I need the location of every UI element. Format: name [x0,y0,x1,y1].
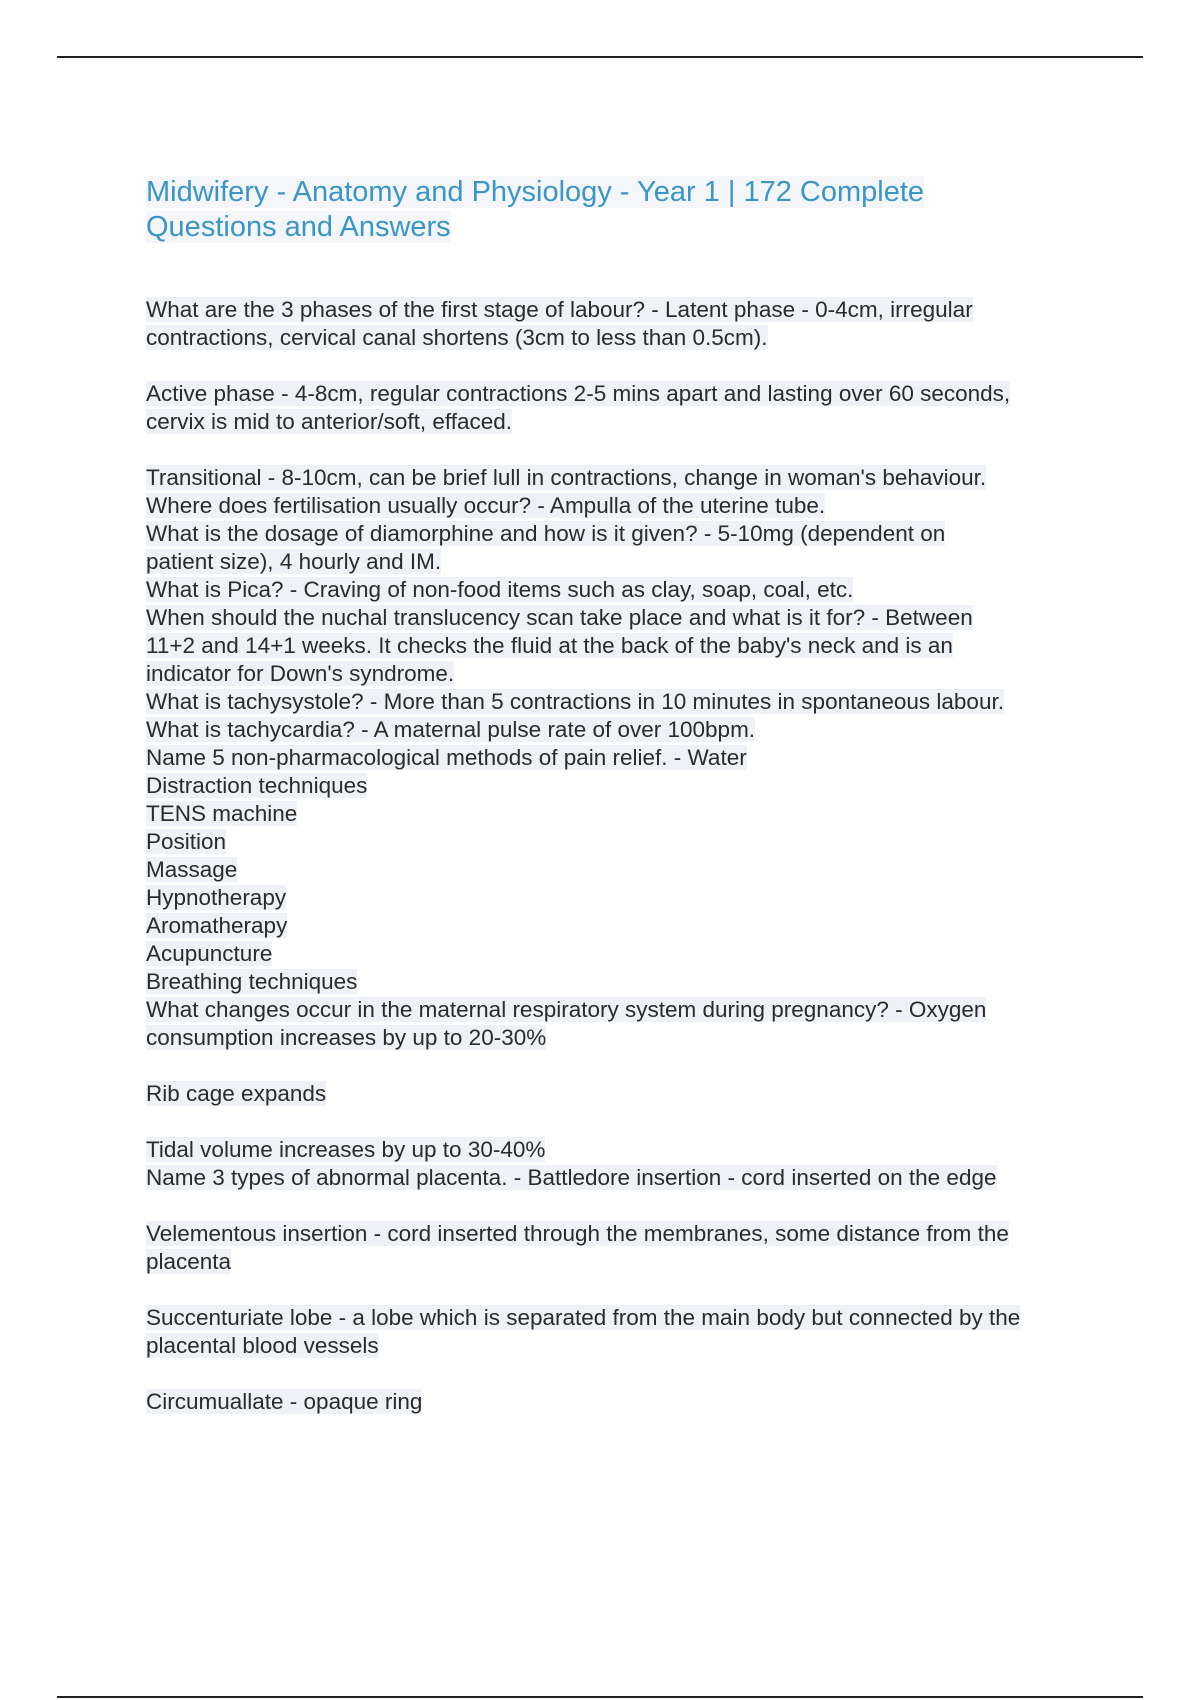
text-line [146,772,1146,800]
text-line-content: Velementous insertion - cord inserted through the membranes, some distance from the [146,1221,1009,1246]
paragraph-gap [146,352,1146,380]
paragraph-gap [146,1052,1146,1080]
text-line-content: Circumuallate - opaque ring [146,1389,423,1414]
text-line [146,1304,1146,1332]
text-line [146,884,1146,912]
paragraph-gap [146,1276,1146,1304]
text-line [146,408,1146,436]
text-line [146,1024,1146,1052]
text-line [146,856,1146,884]
text-line [146,296,1146,324]
text-line [146,1136,1146,1164]
text-line-content: When should the nuchal translucency scan take place and what is it for? - Between [146,605,973,630]
text-line [146,1164,1146,1192]
text-line [146,324,1146,352]
text-line [146,828,1146,856]
text-line-content: Name 3 types of abnormal placenta. - Battledore insertion - cord inserted on the edge [146,1165,997,1190]
text-line [146,1388,1146,1416]
text-line-content: TENS machine [146,801,298,826]
text-line [146,1220,1146,1248]
text-line-content: placenta [146,1249,232,1274]
text-line-content: Succenturiate lobe - a lobe which is separated from the main body but connected by the [146,1305,1021,1330]
text-line-content: cervix is mid to anterior/soft, effaced. [146,409,512,434]
text-line [146,940,1146,968]
text-line [146,968,1146,996]
text-line [146,380,1146,408]
text-line-content: What is the dosage of diamorphine and how is it given? - 5-10mg (dependent on [146,521,946,546]
paragraph-gap [146,1360,1146,1388]
text-line-content: Rib cage expands [146,1081,327,1106]
text-line-content: Where does fertilisation usually occur? - Ampulla of the uterine tube. [146,493,826,518]
text-line-content: What are the 3 phases of the first stage of labour? - Latent phase - 0-4cm, irregular [146,297,973,322]
text-line-content: Tidal volume increases by up to 30-40% [146,1137,546,1162]
text-line [146,716,1146,744]
text-line [146,464,1146,492]
text-line [146,632,1146,660]
paragraph-gap [146,436,1146,464]
text-line-content: Name 5 non-pharmacological methods of pain relief. - Water [146,745,747,770]
text-line [146,604,1146,632]
paragraph-gap [146,1192,1146,1220]
text-line-content: Hypnotherapy [146,885,287,910]
document-title [146,175,1106,245]
text-line [146,912,1146,940]
text-line-content: Acupuncture [146,941,273,966]
text-line [146,688,1146,716]
text-line-content: Breathing techniques [146,969,358,994]
text-line-content: Transitional - 8-10cm, can be brief lull in contractions, change in woman's behaviour. [146,465,987,490]
text-line-content: consumption increases by up to 20-30% [146,1025,547,1050]
text-line [146,520,1146,548]
paragraph-gap [146,1108,1146,1136]
text-line [146,492,1146,520]
text-line [146,1248,1146,1276]
text-line [146,1332,1146,1360]
bottom-rule [57,1696,1143,1698]
text-line [146,1080,1146,1108]
text-line [146,576,1146,604]
text-line-content: What is Pica? - Craving of non-food items such as clay, soap, coal, etc. [146,577,854,602]
text-line-content: placental blood vessels [146,1333,379,1358]
text-line-content: patient size), 4 hourly and IM. [146,549,442,574]
text-line-content: Aromatherapy [146,913,288,938]
text-line [146,744,1146,772]
qa-content [146,296,1146,1416]
text-line-content: indicator for Down's syndrome. [146,661,455,686]
top-rule [57,56,1143,58]
text-line-content: What is tachysystole? - More than 5 contractions in 10 minutes in spontaneous labour. [146,689,1004,714]
text-line-content: contractions, cervical canal shortens (3cm to less than 0.5cm). [146,325,768,350]
title-line-1: Midwifery - Anatomy and Physiology - Year 1 | 172 Complete [146,176,925,208]
text-line [146,660,1146,688]
text-line-content: 11+2 and 14+1 weeks. It checks the fluid at the back of the baby's neck and is an [146,633,953,658]
text-line-content: What changes occur in the maternal respiratory system during pregnancy? - Oxygen [146,997,987,1022]
text-line-content: Massage [146,857,238,882]
title-line-2: Questions and Answers [146,211,451,243]
text-line [146,800,1146,828]
text-line [146,996,1146,1024]
text-line [146,548,1146,576]
text-line-content: Distraction techniques [146,773,368,798]
text-line-content: What is tachycardia? - A maternal pulse rate of over 100bpm. [146,717,756,742]
text-line-content: Active phase - 4-8cm, regular contractions 2-5 mins apart and lasting over 60 seconds, [146,381,1011,406]
text-line-content: Position [146,829,227,854]
